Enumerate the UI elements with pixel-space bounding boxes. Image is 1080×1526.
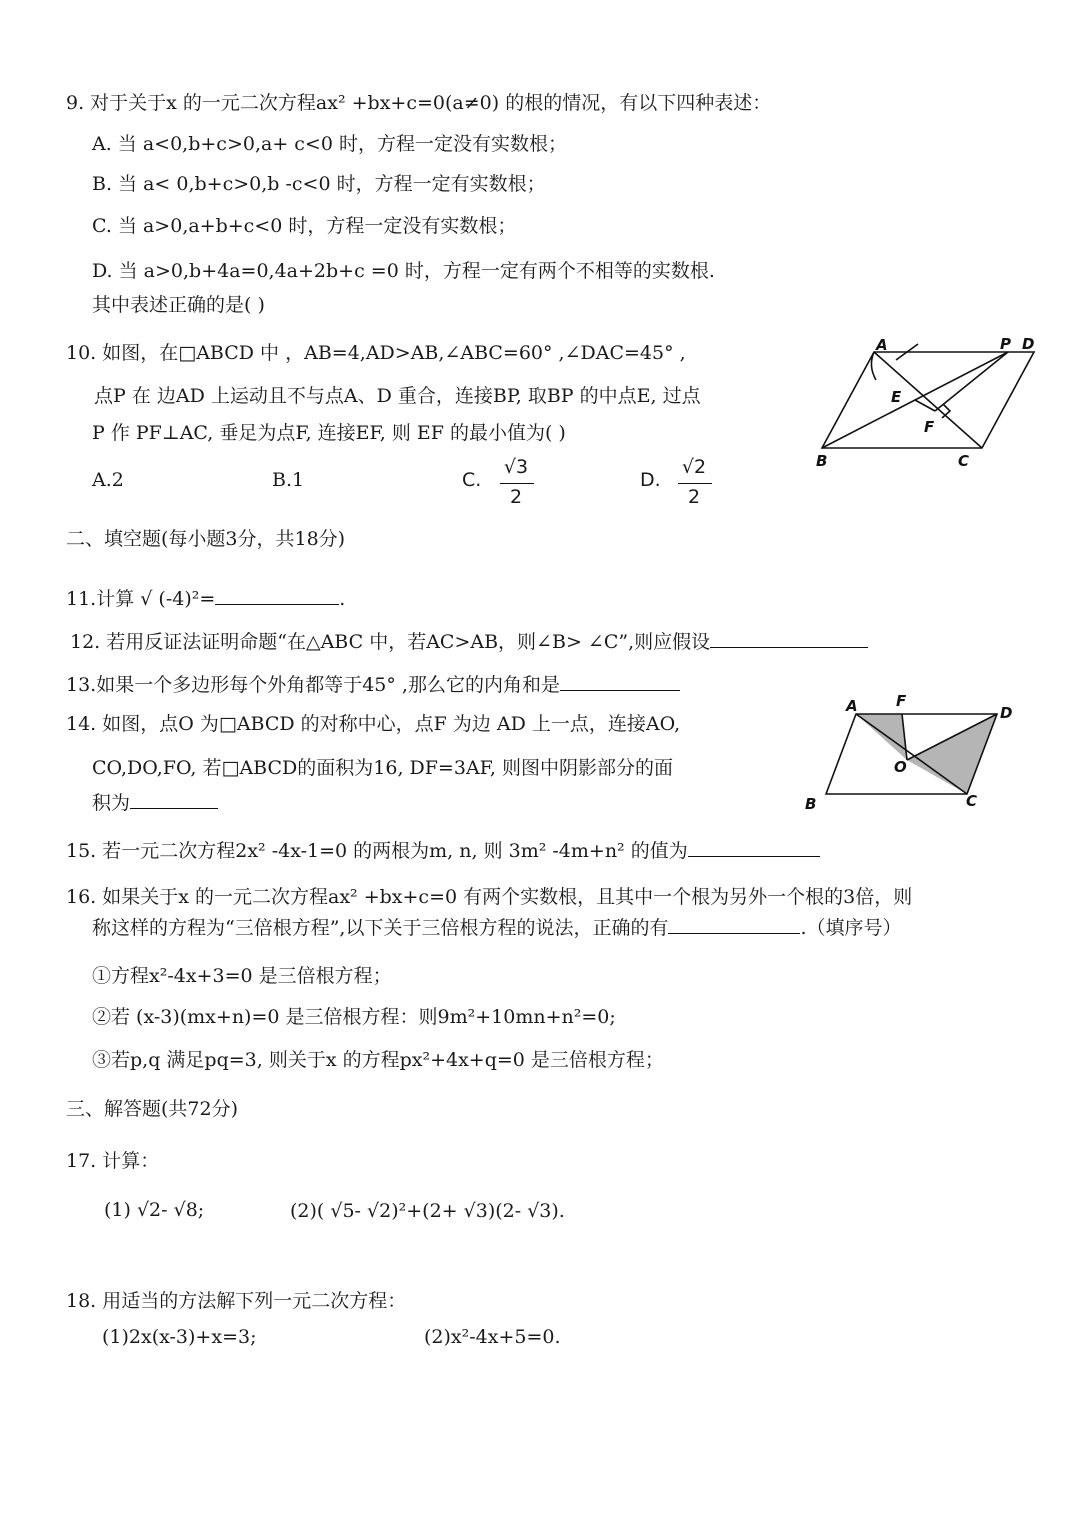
q14-line3 [92, 790, 218, 816]
q11-suffix: . [339, 588, 346, 610]
q10-line1: 10. 如图，在□ABCD 中 ，AB=4,AD>AB,∠ABC=60° ,∠DAC=45° , [66, 342, 686, 364]
fraction-bar [678, 483, 712, 484]
section3-heading: 三、解答题(共72分) [66, 1098, 239, 1120]
q18-part1: (1)2x(x-3)+x=3; [102, 1326, 257, 1348]
q16-line2 [92, 915, 902, 941]
q10-option-d-denominator: 2 [687, 486, 701, 508]
q13-text: 13.如果一个多边形每个外角都等于45° ,那么它的内角和是 [66, 674, 560, 696]
q12-answer-blank[interactable] [710, 629, 868, 648]
q10-option-b: B.1 [272, 469, 305, 491]
fig-label-a: A [876, 336, 888, 354]
q17-part2: (2)( √5- √2)²+(2+ √3)(2- √3). [290, 1200, 565, 1222]
q10-line2: 点P 在 边AD 上运动且不与点A、D 重合，连接BP, 取BP 的中点E, 过点 [94, 385, 701, 407]
fig-label-f: F [896, 692, 907, 710]
q14-figure [800, 690, 1030, 815]
q15 [66, 838, 820, 864]
angle-arc [871, 352, 876, 380]
fig-label-d: D [1022, 335, 1035, 353]
q16-answer-blank[interactable] [668, 915, 800, 934]
q15-text: 15. 若一元二次方程2x² -4x-1=0 的两根为m, n, 则 3m² -4m+n² 的值为 [66, 840, 688, 862]
fig-label-b: B [805, 795, 817, 813]
q17-title: 17. 计算： [66, 1150, 160, 1172]
segment-pf [935, 352, 1008, 411]
q11 [66, 586, 345, 612]
q14-line1: 14. 如图，点O 为□ABCD 的对称中心，点F 为边 AD 上一点，连接AO, [66, 713, 681, 735]
q10-figure [810, 330, 1040, 475]
q12 [70, 629, 868, 655]
q16-item-3: ③若p,q 满足pq=3, 则关于x 的方程px²+4x+q=0 是三倍根方程； [92, 1049, 664, 1071]
fraction-bar [500, 483, 534, 484]
shaded-triangle-doc [907, 714, 997, 794]
fig-label-c: C [958, 452, 970, 470]
q16-line1: 16. 如果关于x 的一元二次方程ax² +bx+c=0 有两个实数根，且其中一个根为另外一个根的3倍，则 [66, 886, 913, 908]
section2-heading: 二、填空题(每小题3分，共18分) [66, 528, 346, 550]
q10-option-c-numerator: √3 [503, 456, 529, 478]
q18-part2: (2)x²-4x+5=0. [424, 1326, 561, 1348]
fig-label-o: O [894, 758, 907, 776]
q14-answer-blank[interactable] [130, 790, 218, 809]
q10-line3: P 作 PF⊥AC, 垂足为点F, 连接EF, 则 EF 的最小值为( ) [92, 422, 566, 444]
fig-label-p: P [1000, 335, 1011, 353]
q15-answer-blank[interactable] [688, 838, 820, 857]
q10-option-c-label: C. [462, 469, 482, 491]
q10-option-d-label: D. [640, 469, 661, 491]
q16-item-2: ②若 (x-3)(mx+n)=0 是三倍根方程：则9m²+10mn+n²=0; [92, 1006, 616, 1028]
fig-label-c: C [966, 792, 978, 810]
q11-answer-blank[interactable] [215, 586, 339, 605]
q9-stem: 9. 对于关于x 的一元二次方程ax² +bx+c=0(a≠0) 的根的情况，有以下四种表述： [66, 92, 772, 114]
q10-option-a: A.2 [92, 469, 124, 491]
q13-answer-blank[interactable] [560, 672, 680, 691]
q9-option-d: D. 当 a>0,b+4a=0,4a+2b+c =0 时，方程一定有两个不相等的实数根. [92, 260, 715, 282]
q10-option-c-denominator: 2 [509, 486, 523, 508]
q14-line3-text: 积为 [92, 792, 131, 814]
q13 [66, 672, 680, 698]
shaded-triangle-afo [856, 714, 907, 760]
fig-label-a: A [846, 697, 858, 715]
q11-prefix: 11.计算 √ (-4)²= [66, 588, 216, 610]
fig-label-b: B [816, 452, 828, 470]
q10-option-d-numerator: √2 [681, 456, 707, 478]
q18-title: 18. 用适当的方法解下列一元二次方程： [66, 1290, 407, 1312]
q9-option-b: B. 当 a< 0,b+c>0,b -c<0 时，方程一定有实数根； [92, 173, 546, 195]
fig-label-f: F [924, 418, 935, 436]
fig-label-e: E [891, 388, 902, 406]
q16-item-1: ①方程x²-4x+3=0 是三倍根方程； [92, 965, 392, 987]
q17-part1: (1) √2- √8; [104, 1199, 205, 1221]
q9-option-c: C. 当 a>0,a+b+c<0 时，方程一定没有实数根； [92, 215, 517, 237]
fig-label-d: D [1000, 704, 1013, 722]
q9-option-a: A. 当 a<0,b+c>0,a+ c<0 时，方程一定没有实数根； [92, 133, 567, 155]
q12-text: 12. 若用反证法证明命题“在△ABC 中，若AC>AB，则∠B> ∠C”,则应假设 [70, 631, 711, 653]
q9-ask: 其中表述正确的是( ) [92, 294, 265, 316]
q16-line2-suffix: .（填序号） [800, 917, 902, 939]
q14-line2: CO,DO,FO, 若□ABCD的面积为16, DF=3AF, 则图中阴影部分的面 [92, 757, 673, 779]
segment-ef [915, 400, 935, 411]
q16-line2-text: 称这样的方程为“三倍根方程”,以下关于三倍根方程的说法，正确的有 [92, 917, 669, 939]
